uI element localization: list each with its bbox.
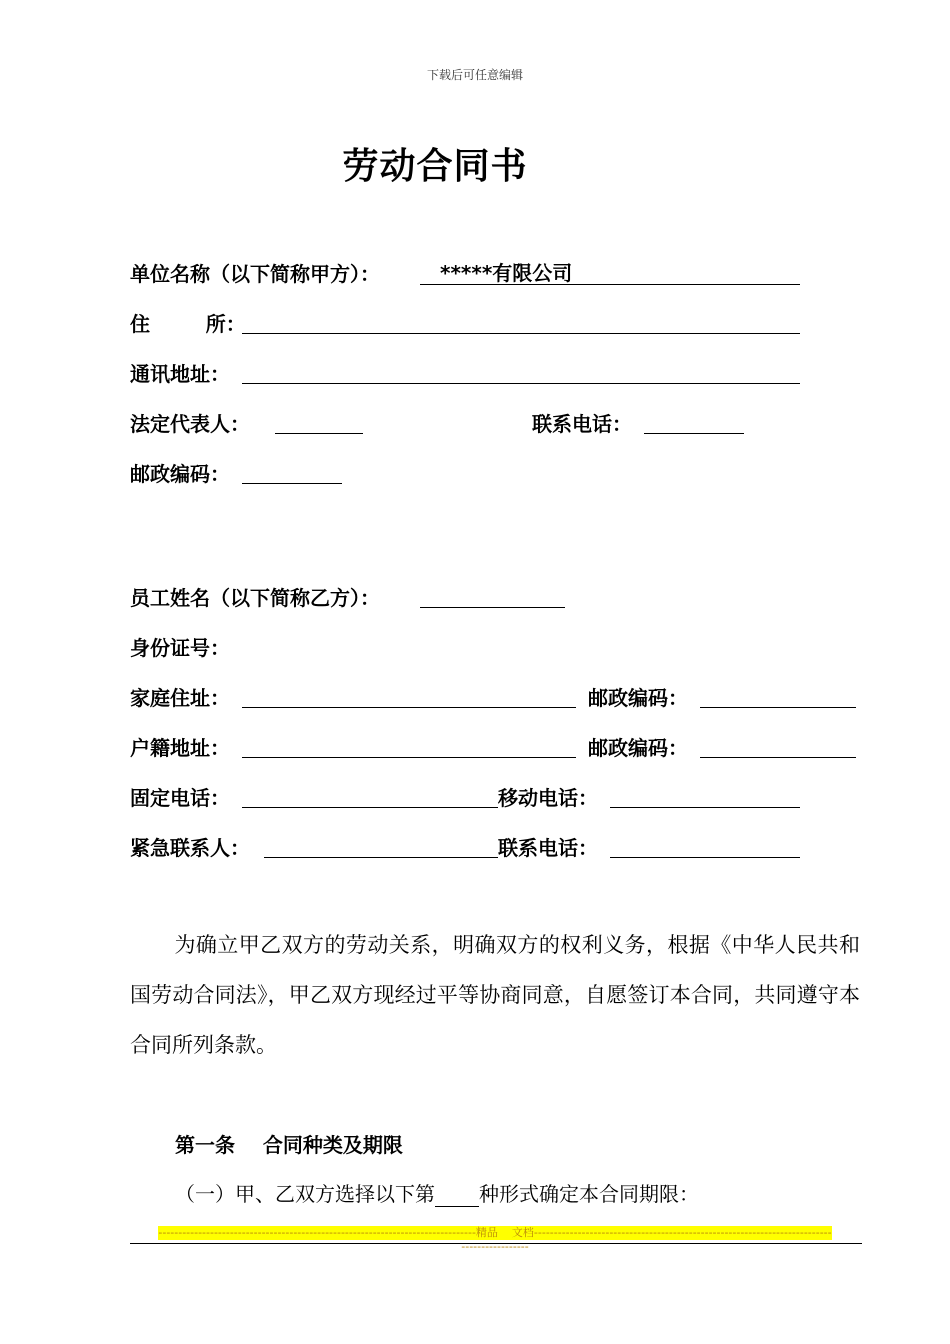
footer-rule (130, 1243, 862, 1244)
document-title: 劳动合同书 (342, 146, 528, 187)
residence-label: 住 所： (130, 312, 246, 336)
emergency-contact-line[interactable] (264, 857, 498, 858)
hukou-address-line[interactable] (242, 757, 576, 758)
mailing-address-label: 通讯地址： (130, 362, 230, 386)
home-address-label: 家庭住址： (130, 686, 230, 710)
article-1-clause-1 (175, 1181, 699, 1207)
mobile-label: 移动电话： (498, 786, 598, 810)
footer-dashes-left: -------------------------------------------------------------------------------- (158, 1226, 476, 1239)
party-a-phone-line[interactable] (644, 433, 744, 434)
mobile-line[interactable] (610, 807, 800, 808)
contract-form-blank[interactable] (435, 1186, 479, 1207)
preamble-paragraph (130, 920, 860, 1070)
party-a-phone-label: 联系电话： (532, 412, 632, 436)
footer-label: 精品 文档 (475, 1226, 534, 1239)
preamble-text: 为确立甲乙双方的劳动关系，明确双方的权利义务，根据《中华人民共和国劳动合同法》，甲乙双方现经过平等协商同意，自愿签订本合同，共同遵守本合同所列条款。 (130, 933, 860, 1057)
hukou-postcode-line[interactable] (700, 757, 856, 758)
header-note: 下载后可任意编辑 (426, 68, 523, 82)
company-name-label: 单位名称（以下简称甲方）： (130, 262, 380, 286)
article-1-heading: 第一条 合同种类及期限 (175, 1133, 403, 1157)
company-name-value: *****有限公司 (440, 261, 573, 285)
hukou-address-label: 户籍地址： (130, 736, 230, 760)
landline-line[interactable] (242, 807, 498, 808)
clause-1-prefix: （一）甲、乙双方选择以下第 (175, 1182, 435, 1206)
footer-watermark-band (158, 1226, 832, 1253)
hukou-postcode-label: 邮政编码： (588, 736, 688, 760)
employee-name-line[interactable] (420, 607, 565, 608)
legal-representative-line[interactable] (275, 433, 363, 434)
party-a-postcode-label: 邮政编码： (130, 462, 230, 486)
employee-name-label: 员工姓名（以下简称乙方）： (130, 586, 380, 610)
residence-line[interactable] (242, 333, 800, 334)
id-number-label: 身份证号： (130, 636, 230, 660)
party-a-postcode-line[interactable] (242, 483, 342, 484)
home-postcode-line[interactable] (700, 707, 856, 708)
footer-dashes-right: -------------------------------------------------------------------------------------------- (461, 1226, 832, 1253)
home-address-line[interactable] (242, 707, 576, 708)
clause-1-suffix: 种形式确定本合同期限： (479, 1182, 699, 1206)
mailing-address-line[interactable] (242, 383, 800, 384)
emergency-phone-line[interactable] (610, 857, 800, 858)
home-postcode-label: 邮政编码： (588, 686, 688, 710)
emergency-phone-label: 联系电话： (498, 836, 598, 860)
legal-representative-label: 法定代表人： (130, 412, 250, 436)
emergency-contact-label: 紧急联系人： (130, 836, 250, 860)
landline-label: 固定电话： (130, 786, 230, 810)
